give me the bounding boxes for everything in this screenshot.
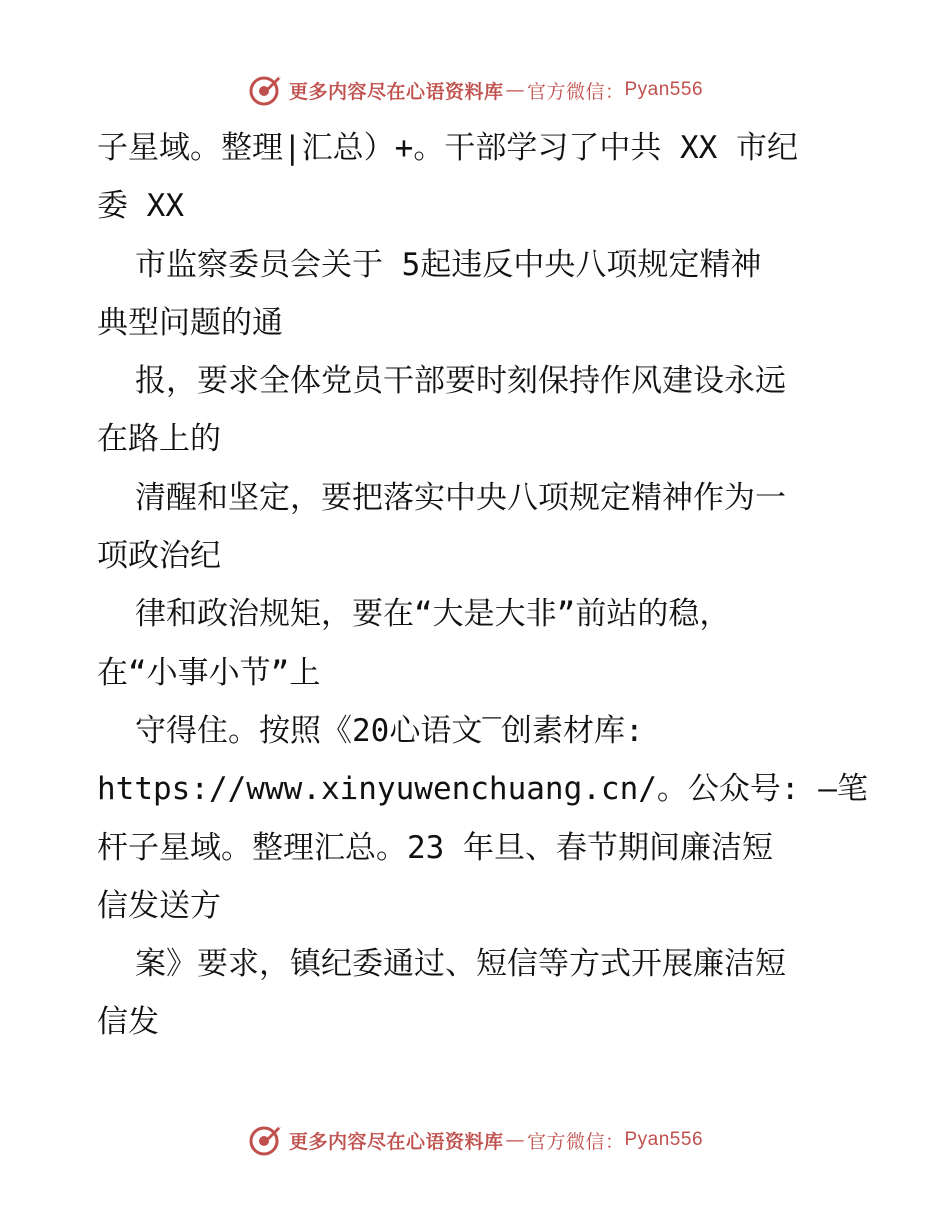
banner-wechat-id: Pyan556 — [624, 1129, 704, 1150]
banner-dash: — — [505, 79, 525, 101]
text-line: 子星域。整理|汇总）+。干部学习了中共 XX 市纪 — [97, 130, 798, 166]
text-line: 市监察委员会关于 5起违反中央八项规定精神 — [135, 246, 762, 283]
banner-official-label: 官方微信： — [526, 80, 625, 103]
banner-main-text: 更多内容尽在心语资料库 — [288, 1130, 504, 1153]
pen-logo-icon — [247, 72, 283, 108]
text-line: 信发 — [97, 1004, 159, 1041]
body-text — [97, 119, 867, 1052]
text-line: 典型问题的通 — [97, 304, 283, 341]
banner-wechat-id: Pyan556 — [624, 79, 704, 100]
text-line: 在路上的 — [97, 421, 221, 458]
banner-dash: — — [505, 1129, 525, 1151]
text-line: https://www.xinyuwenchuang.cn/。公众号: —笔 — [97, 771, 868, 808]
header-banner — [0, 70, 950, 110]
text-line: 项政治纪 — [97, 538, 221, 575]
banner-official-label: 官方微信： — [526, 1130, 625, 1153]
text-line: 守得住。按照《20心语文‾创素材库: — [135, 712, 644, 749]
footer-banner — [0, 1120, 950, 1160]
pen-logo-icon — [247, 1122, 283, 1158]
text-line: 报，要求全体党员干部要时刻保持作风建设永远 — [135, 363, 786, 400]
text-line: 清醒和坚定，要把落实中央八项规定精神作为一 — [135, 479, 786, 516]
text-line: 委 XX — [97, 188, 184, 225]
text-line: 在“小事小节”上 — [97, 654, 321, 691]
text-line: 杆子星域。整理汇总。23 年旦、春节期间廉洁短 — [97, 829, 773, 866]
banner-main-text: 更多内容尽在心语资料库 — [288, 80, 504, 103]
text-line: 信发送方 — [97, 887, 221, 924]
text-line: 律和政治规矩，要在“大是大非”前站的稳， — [135, 596, 731, 633]
text-line: 案》要求，镇纪委通过、短信等方式开展廉洁短 — [135, 946, 786, 983]
